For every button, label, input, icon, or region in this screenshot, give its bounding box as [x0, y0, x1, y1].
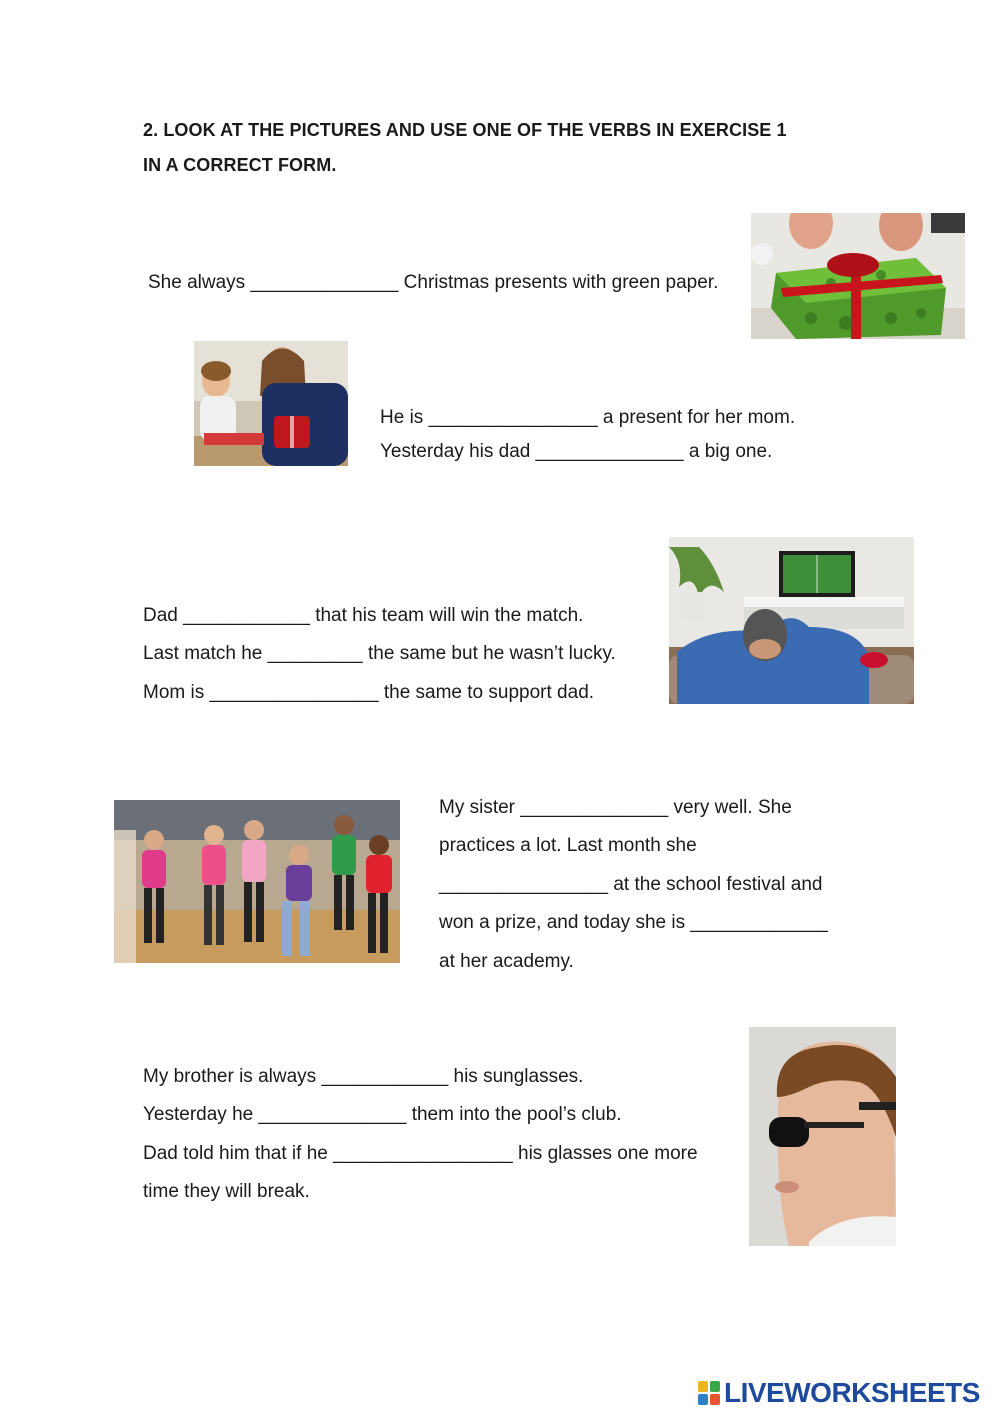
exercise-3-sentence-3: Mom is ________________ the same to support dad. — [143, 682, 595, 703]
logo-mark-square — [698, 1381, 708, 1392]
kids-dancing-photo-icon — [114, 800, 400, 963]
exercise-2-sentence-1: He is ________________ a present for her mom. — [380, 407, 796, 428]
kids-wrapping-gift-photo-icon — [194, 341, 348, 466]
man-watching-football-photo-icon — [669, 537, 914, 704]
exercise-4-sentence-4: won a prize, and today she is _____________ — [439, 912, 828, 933]
boy-with-sunglasses-photo-icon — [749, 1027, 896, 1246]
logo-mark-square — [698, 1394, 708, 1405]
exercise-heading-line-1: 2. LOOK AT THE PICTURES AND USE ONE OF THE VERBS IN EXERCISE 1 — [143, 120, 787, 140]
exercise-4-sentence-1: My sister ______________ very well. She — [439, 797, 792, 818]
exercise-5-sentence-4: time they will break. — [143, 1181, 310, 1202]
exercise-5-sentence-2: Yesterday he ______________ them into the pool’s club. — [143, 1104, 622, 1125]
liveworksheets-logo — [697, 1376, 980, 1410]
exercise-4-sentence-3: ________________ at the school festival and — [439, 874, 823, 895]
exercise-heading-line-2: IN A CORRECT FORM. — [143, 155, 337, 175]
exercise-4-sentence-2: practices a lot. Last month she — [439, 835, 697, 856]
exercise-3-sentence-1: Dad ____________ that his team will win the match. — [143, 605, 584, 626]
exercise-3-sentence-2: Last match he _________ the same but he wasn’t lucky. — [143, 643, 616, 664]
liveworksheets-logo-icon — [697, 1380, 721, 1406]
exercise-5-sentence-3: Dad told him that if he _________________ his glasses one more — [143, 1143, 698, 1164]
exercise-2-sentence-2: Yesterday his dad ______________ a big one. — [380, 441, 773, 462]
logo-mark-square — [710, 1394, 720, 1405]
gift-wrapping-photo-icon — [751, 213, 965, 339]
liveworksheets-brand-text: LIVEWORKSHEETS — [724, 1377, 980, 1408]
logo-mark-square — [710, 1381, 720, 1392]
exercise-4-sentence-5: at her academy. — [439, 951, 574, 972]
exercise-5-sentence-1: My brother is always ____________ his sunglasses. — [143, 1066, 584, 1087]
exercise-1-sentence: She always ______________ Christmas presents with green paper. — [148, 272, 719, 293]
